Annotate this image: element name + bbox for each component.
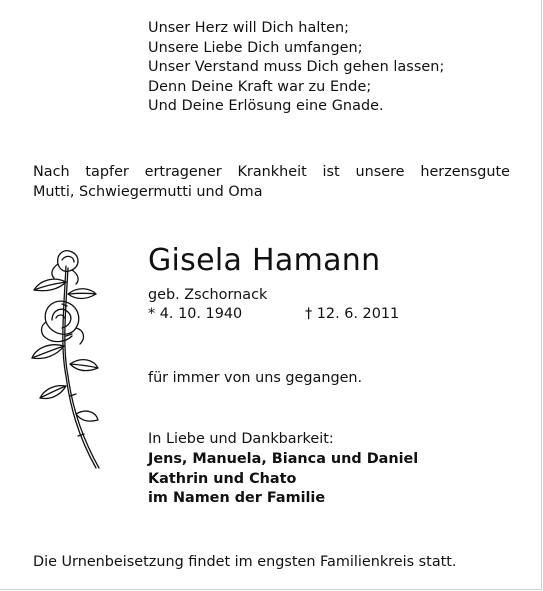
poem-line: Unser Herz will Dich halten; xyxy=(148,20,350,36)
poem-line: Und Deine Erlösung eine Gnade. xyxy=(148,98,384,115)
passing-text: für immer von uns gegangen. xyxy=(148,370,363,386)
poem-line: Unsere Liebe Dich umfangen; xyxy=(148,39,363,56)
poem-line: Unser Verstand muss Dich gehen lassen; xyxy=(148,59,445,76)
burial-notice: Die Urnenbeisetzung findet im engsten Familienkreis statt. xyxy=(33,554,457,570)
signature-names: Kathrin und Chato xyxy=(148,470,297,487)
intro-line-1: Nach tapfer ertragener Krankheit ist unsere herzensgute xyxy=(33,164,510,180)
signature-names: Jens, Manuela, Bianca und Daniel xyxy=(148,450,419,467)
birth-date: * 4. 10. 1940 xyxy=(148,306,243,322)
birth-name: geb. Zschornack xyxy=(148,287,268,303)
poem-line: Denn Deine Kraft war zu Ende; xyxy=(148,78,372,95)
deceased-name: Gisela Hamann xyxy=(148,243,381,278)
signature-block xyxy=(148,430,418,509)
poem xyxy=(148,19,508,117)
intro-line-2: Mutti, Schwiegermutti und Oma xyxy=(33,184,263,200)
signature-family: im Namen der Familie xyxy=(148,490,326,507)
death-date: † 12. 6. 2011 xyxy=(305,306,400,322)
intro-text xyxy=(33,162,510,202)
rose-icon xyxy=(26,246,116,472)
signature-intro: In Liebe und Dankbarkeit: xyxy=(148,431,334,447)
